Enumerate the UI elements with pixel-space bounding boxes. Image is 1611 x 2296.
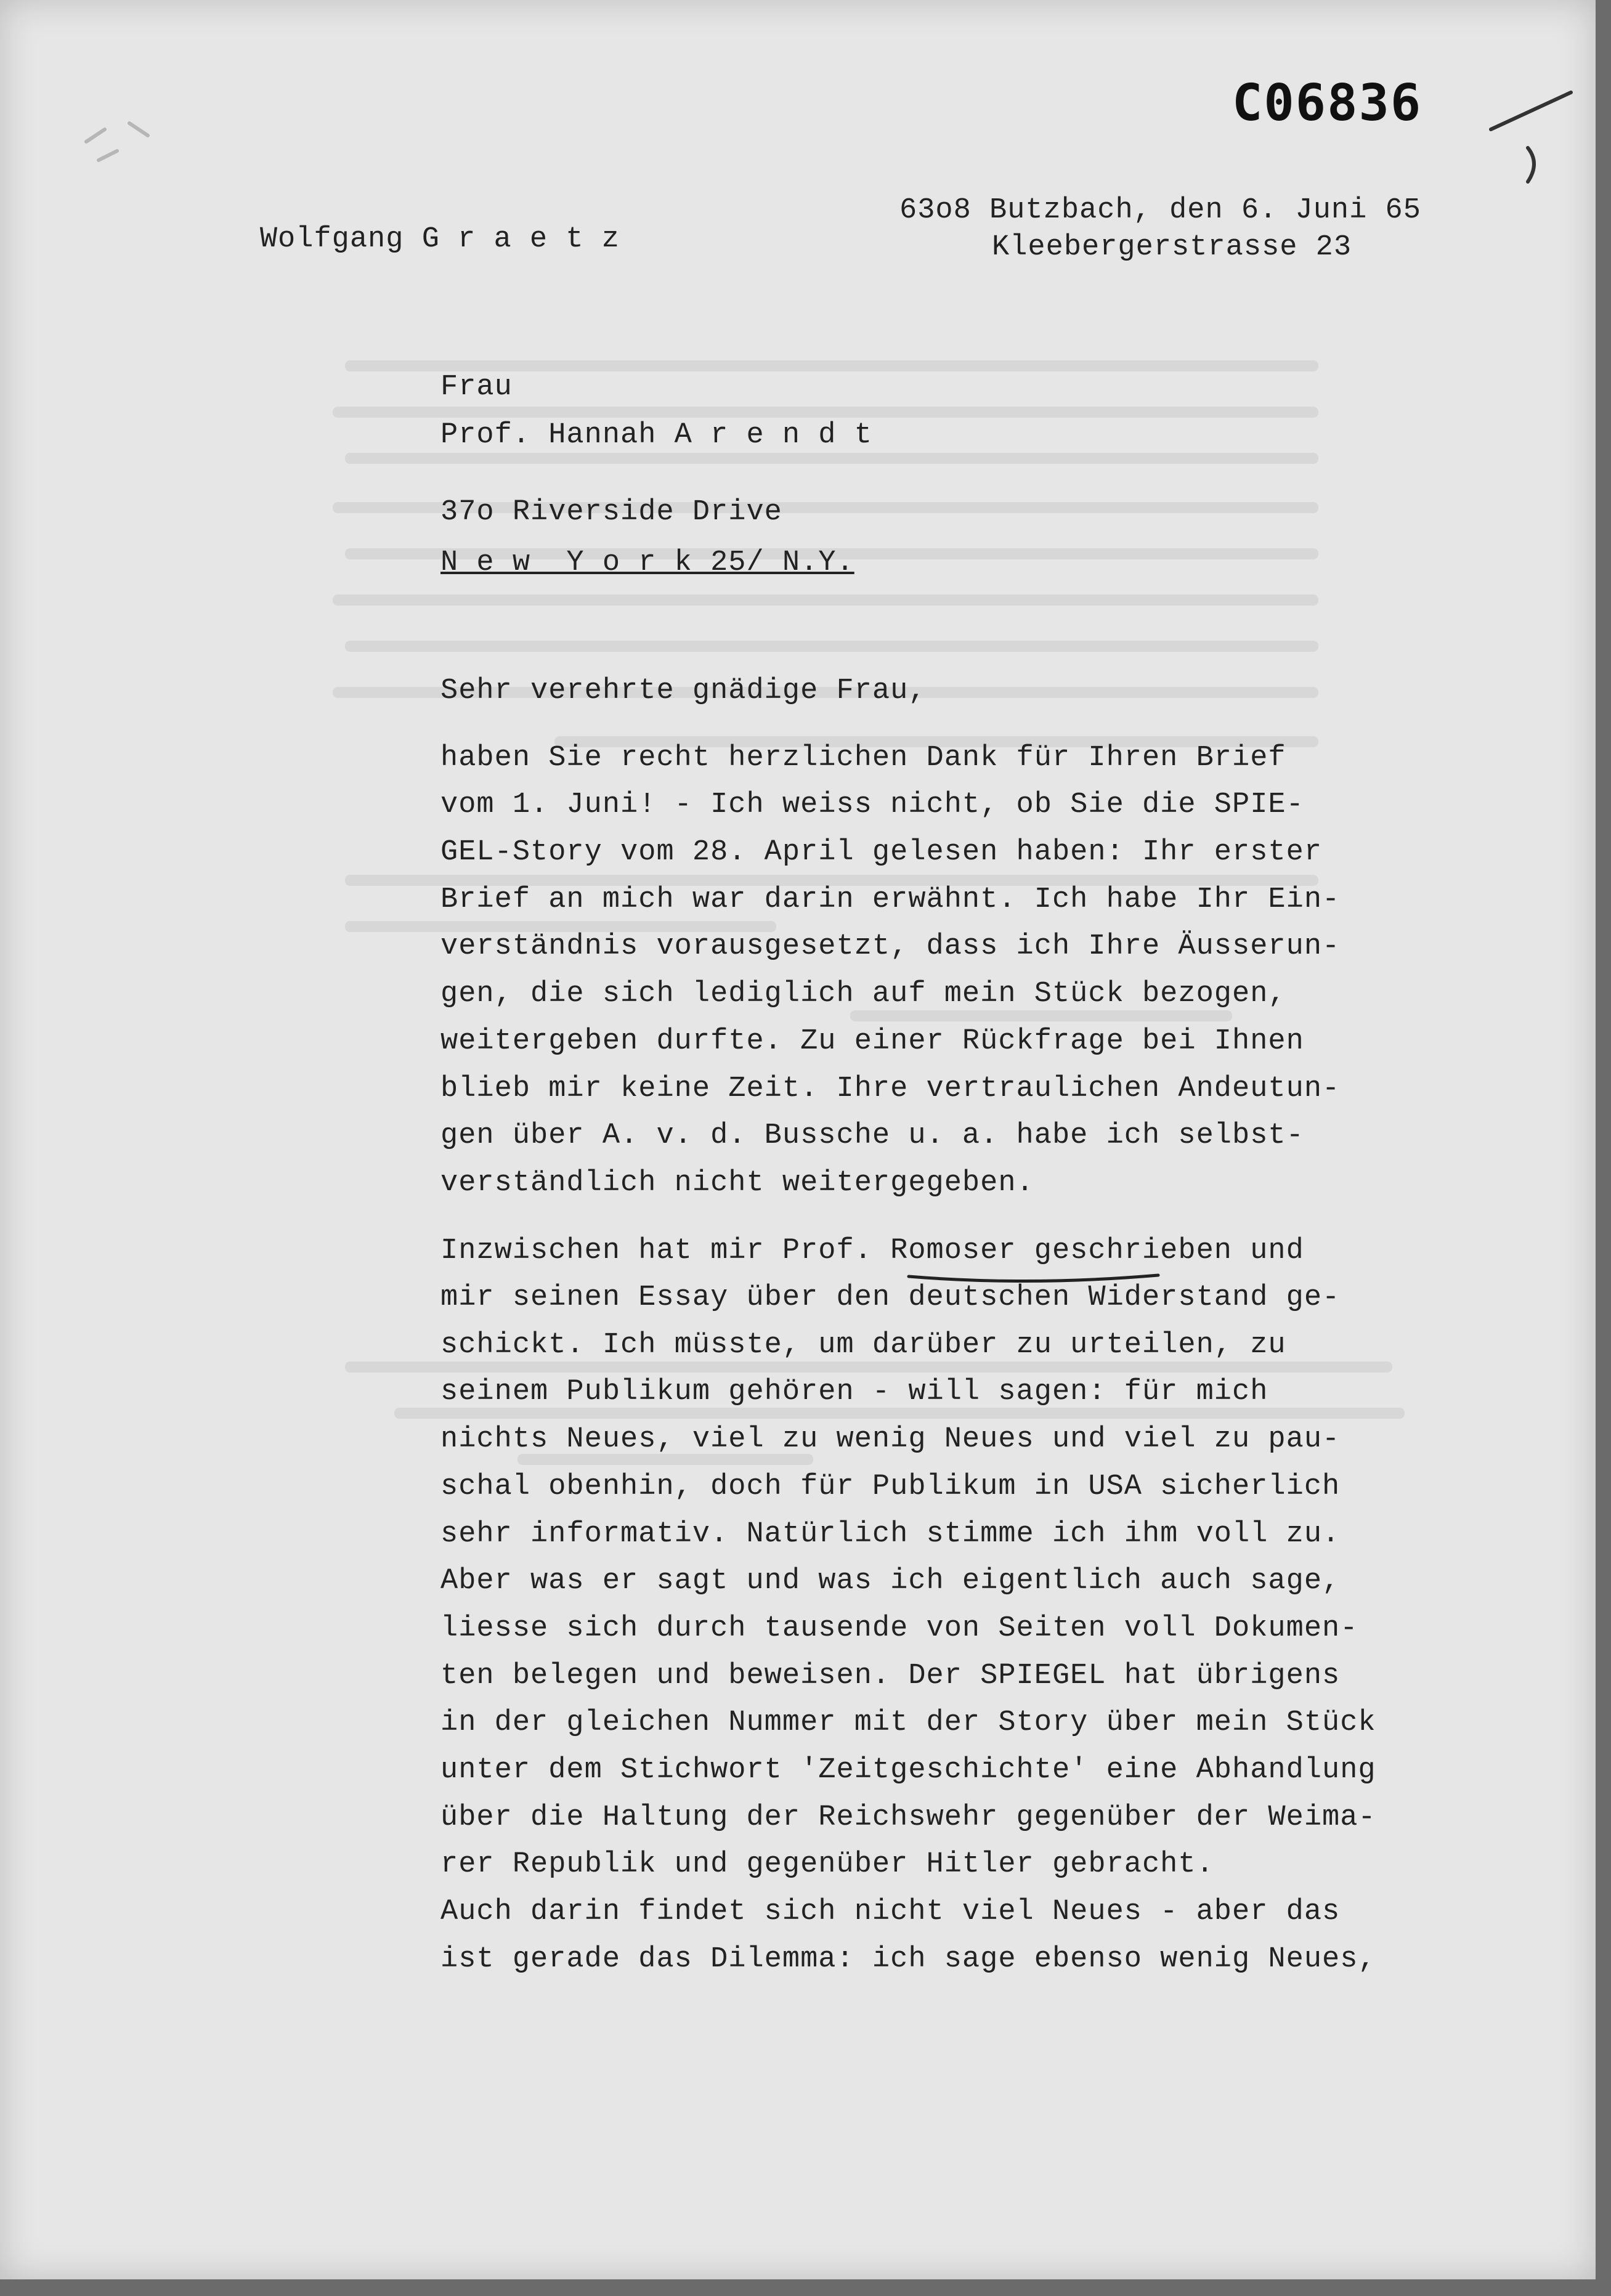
body-line: Brief an mich war darin erwähnt. Ich habe Ihr Ein- bbox=[440, 883, 1341, 916]
body-line: gen über A. v. d. Bussche u. a. habe ich selbst- bbox=[440, 1119, 1304, 1152]
body-line: vom 1. Juni! - Ich weiss nicht, ob Sie die SPIE- bbox=[440, 789, 1304, 821]
body-line: rer Republik und gegenüber Hitler gebracht. bbox=[440, 1848, 1214, 1881]
body-line: Inzwischen hat mir Prof. Romoser geschrieben und bbox=[440, 1235, 1304, 1267]
body-line: blieb mir keine Zeit. Ihre vertraulichen Andeutun- bbox=[440, 1073, 1341, 1105]
ink-smudge bbox=[62, 92, 185, 191]
archive-number-stamp: C06836 bbox=[1232, 74, 1422, 132]
body-line: weitergeben durfte. Zu einer Rückfrage bei Ihnen bbox=[440, 1025, 1304, 1058]
body-line: GEL-Story vom 28. April gelesen haben: Ihr erster bbox=[440, 836, 1323, 869]
greeting: Sehr verehrte gnädige Frau, bbox=[440, 675, 927, 707]
pencil-mark bbox=[1479, 80, 1602, 185]
sender-last-name: G r a e t z bbox=[421, 223, 620, 256]
recipient-salutation: Frau bbox=[440, 371, 513, 404]
body-line: schal obenhin, doch für Publikum in USA sicherlich bbox=[440, 1470, 1341, 1503]
body-line: schickt. Ich müsste, um darüber zu urteilen, zu bbox=[440, 1329, 1286, 1361]
body-line: Aber was er sagt und was ich eigentlich auch sage, bbox=[440, 1565, 1341, 1597]
recipient-street: 37o Riverside Drive bbox=[440, 496, 782, 529]
body-line: mir seinen Essay über den deutschen Widerstand ge- bbox=[440, 1281, 1341, 1314]
recipient-city: N e w Y o r k 25/ N.Y. bbox=[440, 546, 854, 579]
body-line: über die Haltung der Reichswehr gegenüber der Weima- bbox=[440, 1801, 1376, 1834]
body-line: unter dem Stichwort 'Zeitgeschichte' eine Abhandlung bbox=[440, 1754, 1376, 1787]
body-line: ist gerade das Dilemma: ich sage ebenso wenig Neues, bbox=[440, 1943, 1376, 1976]
recipient-name: Prof. Hannah A r e n d t bbox=[440, 419, 872, 452]
body-line: seinem Publikum gehören - will sagen: für mich bbox=[440, 1376, 1268, 1408]
sender-name bbox=[188, 196, 620, 283]
pencil-underline bbox=[906, 1264, 1164, 1289]
body-line: verständnis vorausgesetzt, dass ich Ihre Äusserun- bbox=[440, 930, 1341, 963]
body-line: in der gleichen Nummer mit der Story über mein Stück bbox=[440, 1706, 1376, 1739]
body-line: verständlich nicht weitergegeben. bbox=[440, 1167, 1034, 1199]
body-line: nichts Neues, viel zu wenig Neues und viel zu pau- bbox=[440, 1423, 1341, 1456]
body-line: sehr informativ. Natürlich stimme ich ihm voll zu. bbox=[440, 1518, 1341, 1551]
body-line: gen, die sich lediglich auf mein Stück bezogen, bbox=[440, 978, 1286, 1010]
body-line: Auch darin findet sich nicht viel Neues - aber das bbox=[440, 1896, 1341, 1928]
place-date: 63o8 Butzbach, den 6. Juni 65 bbox=[899, 194, 1421, 227]
sender-street: Kleebergerstrasse 23 bbox=[992, 231, 1352, 264]
body-line: liesse sich durch tausende von Seiten voll Dokumen- bbox=[440, 1612, 1358, 1645]
body-line: ten belegen und beweisen. Der SPIEGEL hat übrigens bbox=[440, 1660, 1341, 1692]
body-line: haben Sie recht herzlichen Dank für Ihren Brief bbox=[440, 742, 1286, 774]
sender-first-name: Wolfgang bbox=[259, 223, 404, 256]
